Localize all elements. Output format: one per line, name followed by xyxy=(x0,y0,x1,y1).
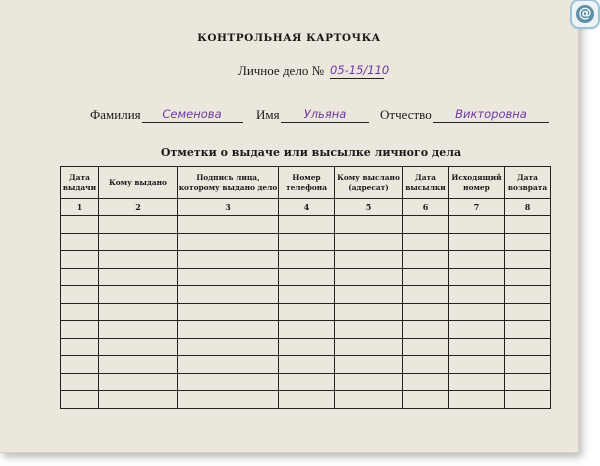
patronymic-underline xyxy=(433,122,549,123)
issue-log-table xyxy=(60,166,551,409)
column-number: 8 xyxy=(505,199,551,216)
personal-file-label: Личное дело № xyxy=(238,63,324,78)
table-row xyxy=(61,268,551,286)
table-cell xyxy=(449,391,505,409)
table-cell xyxy=(178,233,279,251)
table-cell xyxy=(403,286,449,304)
table-cell xyxy=(178,303,279,321)
table-cell xyxy=(403,356,449,374)
column-number-row xyxy=(61,199,551,216)
table-cell xyxy=(99,356,178,374)
table-cell xyxy=(403,268,449,286)
table-cell xyxy=(279,373,335,391)
column-header-outgoing-number: Исходящий номер xyxy=(449,167,505,199)
table-cell xyxy=(403,391,449,409)
table-row xyxy=(61,251,551,269)
table-cell xyxy=(505,321,551,339)
column-number: 4 xyxy=(279,199,335,216)
table-cell xyxy=(449,216,505,234)
table-cell xyxy=(61,391,99,409)
table-cell xyxy=(403,321,449,339)
table-cell xyxy=(61,233,99,251)
table-cell xyxy=(449,338,505,356)
table-cell xyxy=(178,391,279,409)
table-cell xyxy=(279,321,335,339)
column-number: 2 xyxy=(99,199,178,216)
table-cell xyxy=(279,303,335,321)
table-cell xyxy=(403,251,449,269)
column-number: 1 xyxy=(61,199,99,216)
table-cell xyxy=(99,268,178,286)
column-header-issued-to: Кому выдано xyxy=(99,167,178,199)
table-cell xyxy=(335,251,403,269)
table-cell xyxy=(449,268,505,286)
table-cell xyxy=(505,251,551,269)
table-cell xyxy=(449,286,505,304)
personal-file-underline xyxy=(330,78,384,79)
table-cell xyxy=(505,338,551,356)
column-header-phone: Номер телефона xyxy=(279,167,335,199)
table-cell xyxy=(403,216,449,234)
column-number: 7 xyxy=(449,199,505,216)
table-row xyxy=(61,233,551,251)
column-header-signature: Подпись лица, которому выдано дело xyxy=(178,167,279,199)
column-number: 6 xyxy=(403,199,449,216)
column-header-date-returned: Дата возврата xyxy=(505,167,551,199)
table-cell xyxy=(335,338,403,356)
table-cell xyxy=(449,373,505,391)
table-cell xyxy=(449,303,505,321)
table-cell xyxy=(178,356,279,374)
surname-underline xyxy=(142,122,243,123)
table-cell xyxy=(279,268,335,286)
column-header-date-issued: Дата выдачи xyxy=(61,167,99,199)
table-cell xyxy=(279,338,335,356)
mail-ru-at-icon: @ xyxy=(576,5,594,23)
table-cell xyxy=(335,373,403,391)
table-cell xyxy=(99,251,178,269)
table-cell xyxy=(505,391,551,409)
table-title: Отметки о выдаче или высылке личного дела xyxy=(160,146,462,159)
column-number: 3 xyxy=(178,199,279,216)
table-cell xyxy=(178,338,279,356)
name-underline xyxy=(281,122,369,123)
table-cell xyxy=(505,268,551,286)
mail-ru-badge[interactable] xyxy=(572,1,598,27)
table-cell xyxy=(403,338,449,356)
table-cell xyxy=(279,251,335,269)
table-cell xyxy=(99,233,178,251)
table-cell xyxy=(279,233,335,251)
table-cell xyxy=(449,251,505,269)
table-cell xyxy=(505,303,551,321)
table-row xyxy=(61,286,551,304)
table-cell xyxy=(61,356,99,374)
table-cell xyxy=(61,286,99,304)
table-cell xyxy=(449,321,505,339)
table-cell xyxy=(505,216,551,234)
table-cell xyxy=(279,391,335,409)
personal-file-number: 05-15/110 xyxy=(330,63,390,77)
card-title: КОНТРОЛЬНАЯ КАРТОЧКА xyxy=(197,32,381,44)
table-row xyxy=(61,303,551,321)
table-cell xyxy=(449,233,505,251)
table-cell xyxy=(61,373,99,391)
surname-value: Семенова xyxy=(162,107,222,121)
table-cell xyxy=(178,216,279,234)
table-row xyxy=(61,216,551,234)
table-cell xyxy=(403,303,449,321)
table-cell xyxy=(178,321,279,339)
table-cell xyxy=(99,373,178,391)
table-cell xyxy=(335,303,403,321)
column-number: 5 xyxy=(335,199,403,216)
table-cell xyxy=(61,303,99,321)
table-cell xyxy=(99,321,178,339)
table-cell xyxy=(335,391,403,409)
table-cell xyxy=(279,286,335,304)
name-value: Ульяна xyxy=(303,107,347,121)
table-cell xyxy=(335,321,403,339)
column-header-date-sent: Дата высылки xyxy=(403,167,449,199)
table-cell xyxy=(99,216,178,234)
table-cell xyxy=(279,356,335,374)
table-cell xyxy=(505,373,551,391)
table-cell xyxy=(99,286,178,304)
table-cell xyxy=(335,216,403,234)
table-cell xyxy=(178,286,279,304)
table-row xyxy=(61,356,551,374)
table-row xyxy=(61,338,551,356)
table-cell xyxy=(335,286,403,304)
table-cell xyxy=(335,356,403,374)
table-cell xyxy=(505,233,551,251)
table-cell xyxy=(403,233,449,251)
table-cell xyxy=(99,303,178,321)
table-row xyxy=(61,391,551,409)
table-cell xyxy=(178,268,279,286)
table-row xyxy=(61,373,551,391)
table-cell xyxy=(505,356,551,374)
table-cell xyxy=(61,321,99,339)
table-row xyxy=(61,321,551,339)
column-header-addressee: Кому выслано (адресат) xyxy=(335,167,403,199)
table-cell xyxy=(61,251,99,269)
table-cell xyxy=(335,268,403,286)
table-cell xyxy=(99,391,178,409)
header-row xyxy=(61,167,551,199)
table-cell xyxy=(178,373,279,391)
name-label: Имя xyxy=(256,107,280,122)
table-cell xyxy=(335,233,403,251)
table-cell xyxy=(178,251,279,269)
table-cell xyxy=(99,338,178,356)
table-cell xyxy=(61,268,99,286)
table-cell xyxy=(403,373,449,391)
patronymic-label: Отчество xyxy=(380,107,432,122)
table-cell xyxy=(449,356,505,374)
patronymic-value: Викторовна xyxy=(455,107,527,121)
table-cell xyxy=(279,216,335,234)
surname-label: Фамилия xyxy=(90,107,141,122)
table-cell xyxy=(61,338,99,356)
table-cell xyxy=(505,286,551,304)
table-cell xyxy=(61,216,99,234)
